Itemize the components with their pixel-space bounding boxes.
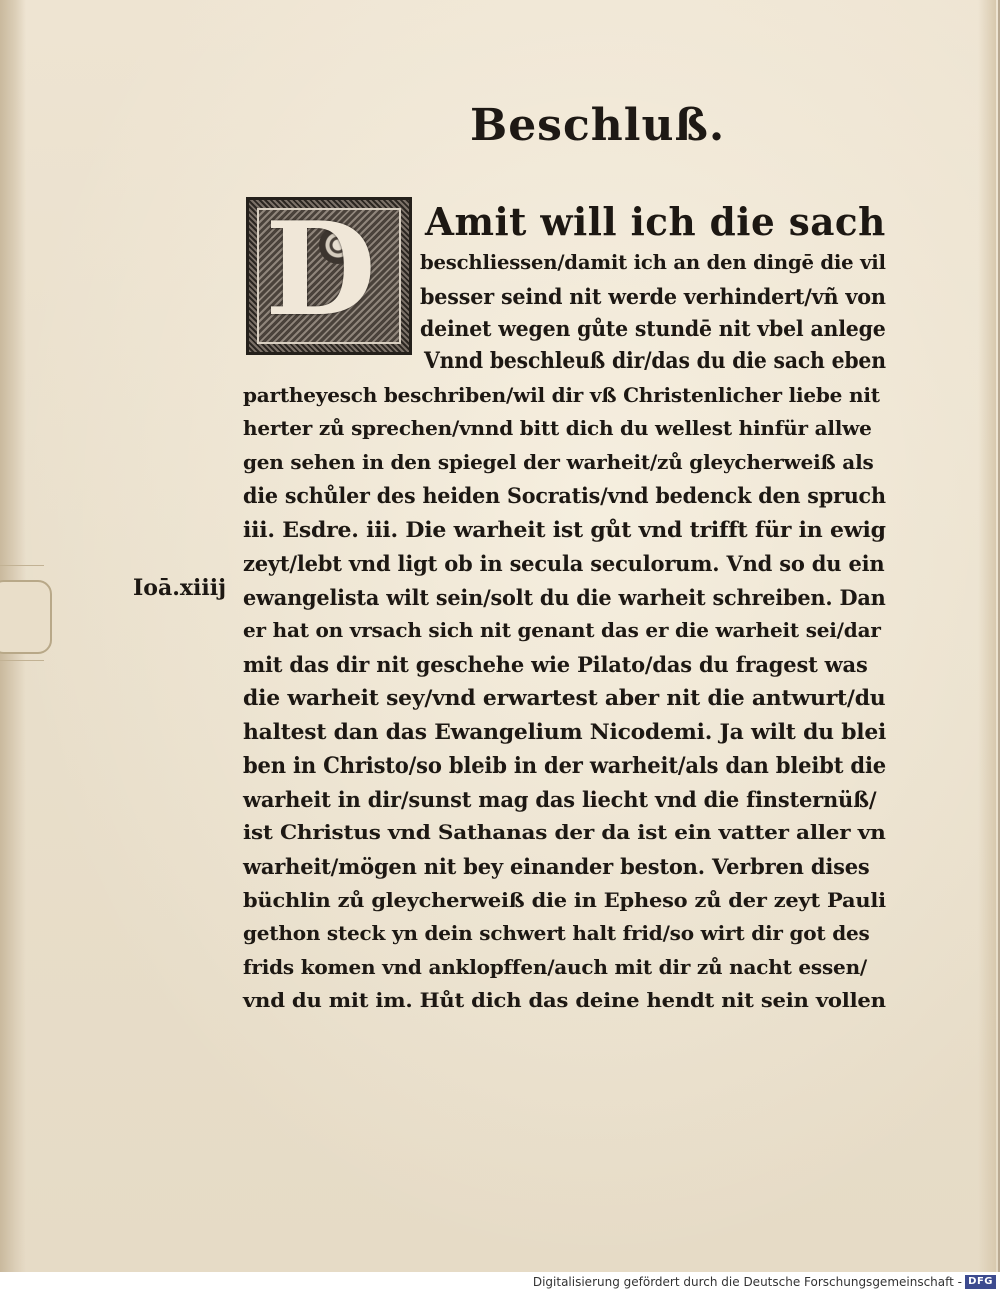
text-line: büchlin zů gleycherweiß die in Epheso zů der zeyt Pauli — [243, 888, 886, 912]
text-line: warheit/mögen nit bey einander beston. Verbren dises — [243, 854, 870, 879]
marginal-note: Ioā.xiiij — [133, 575, 227, 601]
text-line: er hat on vrsach sich nit genant das er die warheit sei/dar — [243, 618, 881, 642]
text-line: ist Christus vnd Sathanas der da ist ein vatter aller vn — [243, 820, 886, 844]
funding-credit: Digitalisierung gefördert durch die Deutsche Forschungsgemeinschaft - — [532, 1275, 962, 1289]
text-line: zeyt/lebt vnd ligt ob in secula seculorum. Vnd so du ein — [243, 551, 885, 576]
initial-letter: D — [265, 195, 376, 345]
text-line: frids komen vnd anklopffen/auch mit dir zů nacht essen/ — [243, 955, 868, 979]
decorated-initial — [246, 197, 412, 355]
text-line: haltest dan das Ewangelium Nicodemi. Ja wilt du blei — [243, 719, 887, 744]
text-line: gen sehen in den spiegel der warheit/zů gleycherweiß als — [243, 450, 874, 474]
text-line: deinet wegen gůte stundē nit vbel anlege — [420, 316, 886, 341]
text-line: die warheit sey/vnd erwartest aber nit die antwurt/du — [243, 685, 886, 710]
leaf-right-edge — [978, 0, 996, 1272]
fold-line — [0, 565, 44, 566]
fold-line — [0, 660, 44, 661]
text-line: ewangelista wilt sein/solt du die warheit schreiben. Dan — [243, 585, 886, 610]
text-line: vnd du mit im. Hůt dich das deine hendt nit sein vollen — [243, 988, 886, 1012]
tab-marker — [0, 580, 52, 654]
text-line: die schůler des heiden Socratis/vnd bedenck den spruch — [243, 483, 886, 508]
text-line: Amit will ich die sach — [425, 199, 886, 244]
text-line: ben in Christo/so bleib in der warheit/als dan bleibt die — [243, 753, 886, 779]
page-title: Beschluß. — [470, 100, 726, 151]
text-line: partheyesch beschriben/wil dir vß Christenlicher liebe nit — [243, 383, 880, 407]
text-line: herter zů sprechen/vnnd bitt dich du wellest hinfür allwe — [243, 416, 872, 440]
text-line: iii. Esdre. iii. Die warheit ist gůt vnd trifft für in ewig — [243, 517, 886, 542]
text-line: Vnnd beschleuß dir/das du die sach eben — [424, 348, 886, 374]
dfg-logo: DFG — [965, 1275, 996, 1289]
text-line: besser seind nit werde verhindert/vñ von — [420, 284, 886, 309]
text-line: mit das dir nit geschehe wie Pilato/das du fragest was — [243, 652, 868, 677]
footer-bar — [0, 1272, 1000, 1293]
text-line: gethon steck yn dein schwert halt frid/so wirt dir got des — [243, 921, 870, 945]
text-line: beschliessen/damit ich an den dingē die vil — [420, 250, 886, 274]
text-line: warheit in dir/sunst mag das liecht vnd die finsternüß/ — [243, 787, 877, 812]
